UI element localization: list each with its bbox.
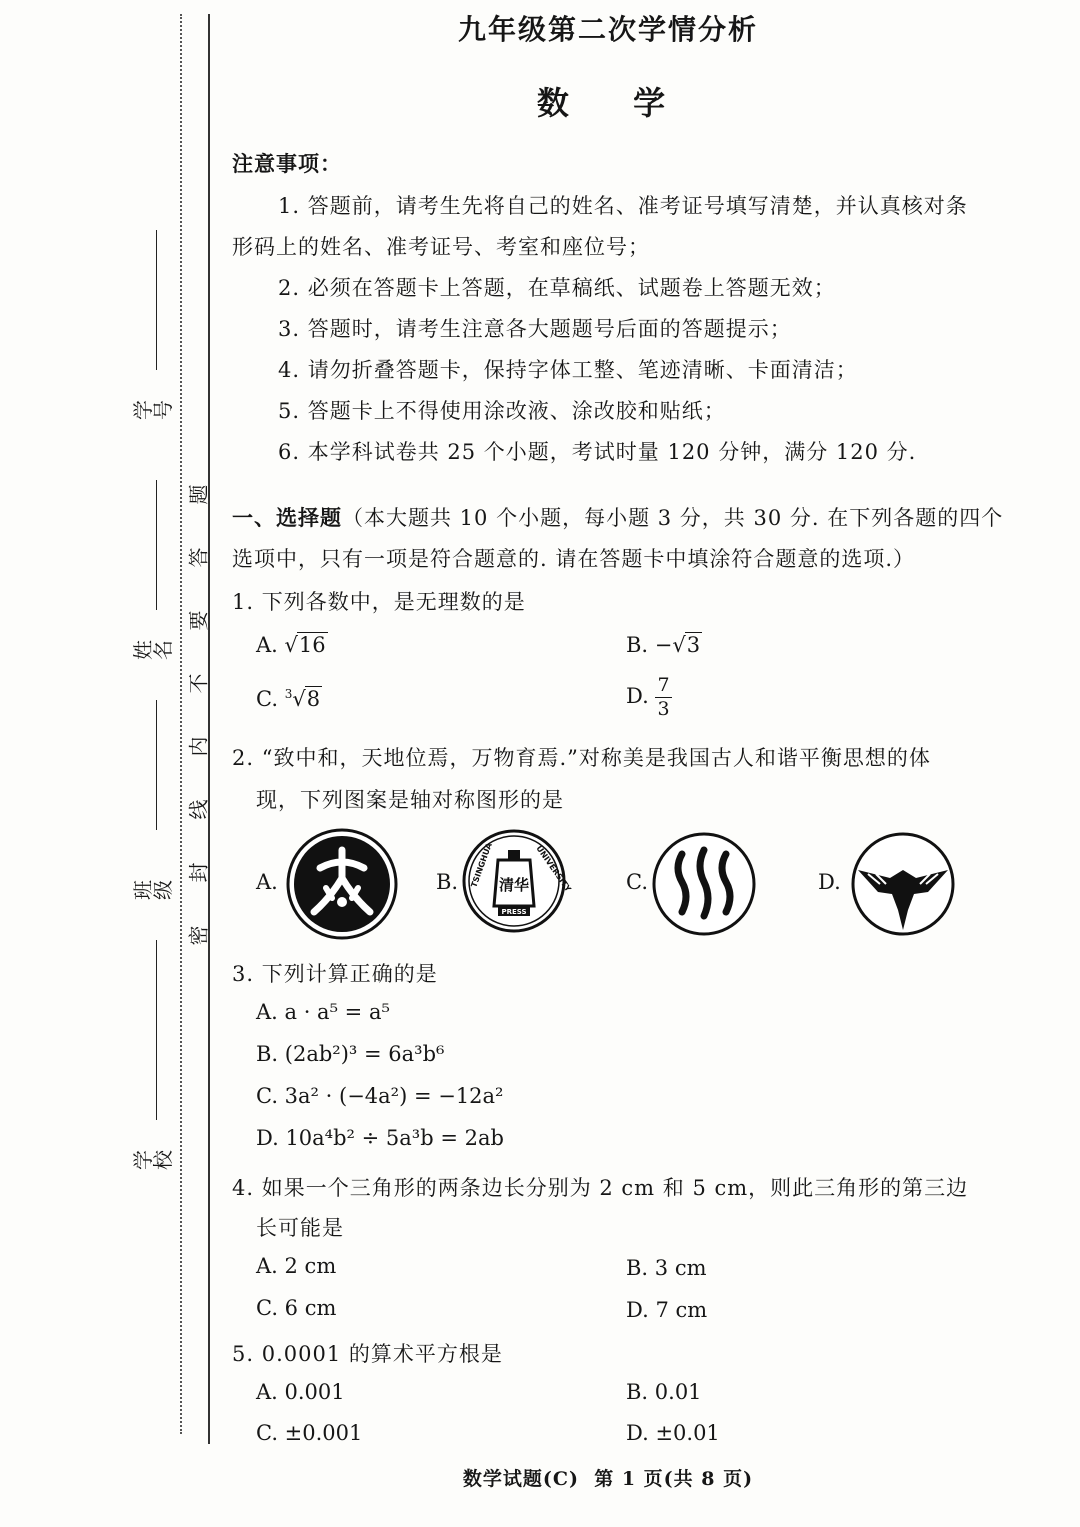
notice-item-1-cont: 形码上的姓名、准考证号、考室和座位号； — [232, 235, 650, 259]
wavy-lines-logo[interactable] — [652, 832, 756, 936]
section1-line2: 选项中，只有一项是符合题意的. 请在答题卡中填涂符合题意的选项.） — [232, 547, 916, 571]
q2-stem-line1: 2. “致中和，天地位焉，万物育焉.”对称美是我国古人和谐平衡思想的体 — [232, 746, 931, 770]
notice-item-2: 2. 必须在答题卡上答题，在草稿纸、试题卷上答题无效； — [278, 276, 836, 300]
q1-stem: 1. 下列各数中，是无理数的是 — [232, 590, 526, 614]
q3-option-b[interactable]: B. (2ab²)³ = 6a³b⁶ — [256, 1042, 445, 1066]
q4-stem-line1: 4. 如果一个三角形的两条边长分别为 2 cm 和 5 cm，则此三角形的第三边 — [232, 1176, 969, 1200]
notice-item-4: 4. 请勿折叠答题卡，保持字体工整、笔迹清晰、卡面清洁； — [278, 358, 858, 382]
student-id-label: 学 号 — [131, 400, 175, 420]
q3-stem: 3. 下列计算正确的是 — [232, 962, 438, 986]
q4-option-c[interactable]: C. 6 cm — [256, 1296, 337, 1320]
q2-option-a-label[interactable]: A. — [256, 870, 278, 894]
name-label: 姓 名 — [131, 640, 175, 660]
q3-option-c[interactable]: C. 3a² · (−4a²) = −12a² — [256, 1084, 504, 1108]
q2-option-b-label[interactable]: B. — [436, 870, 459, 894]
q1-option-d[interactable]: D. $\frac{7}{3}$ — [626, 674, 670, 720]
school-label: 学 校 — [131, 1150, 175, 1170]
notice-item-1: 1. 答题前，请考生先将自己的姓名、准考证号填写清楚，并认真核对条 — [278, 194, 968, 218]
school-blank[interactable] — [156, 940, 157, 1120]
q2-stem-line2: 现，下列图案是轴对称图形的是 — [256, 788, 564, 812]
q3-option-d[interactable]: D. 10a⁴b² ÷ 5a³b = 2ab — [256, 1126, 504, 1150]
q5-option-b[interactable]: B. 0.01 — [626, 1380, 702, 1404]
class-label: 班 级 — [131, 880, 175, 900]
q4-option-b[interactable]: B. 3 cm — [626, 1256, 707, 1280]
svg-text:清华: 清华 — [498, 876, 530, 894]
page-footer: 数学试题(C) 第 1 页(共 8 页) — [462, 1468, 754, 1490]
name-blank[interactable] — [156, 480, 157, 610]
q5-option-c[interactable]: C. ±0.001 — [256, 1421, 363, 1445]
exam-title: 九年级第二次学情分析 — [457, 13, 758, 46]
q5-option-d[interactable]: D. ±0.01 — [626, 1421, 720, 1445]
q1-option-b[interactable]: B. −√3 — [626, 633, 701, 657]
q2-option-c-label[interactable]: C. — [626, 870, 648, 894]
notice-item-5: 5. 答题卡上不得使用涂改液、涂改胶和贴纸； — [278, 399, 726, 423]
q3-option-a[interactable]: A. a · a⁵ = a⁵ — [256, 1000, 390, 1024]
student-id-blank[interactable] — [156, 230, 157, 370]
q4-option-d[interactable]: D. 7 cm — [626, 1298, 708, 1322]
q4-option-a[interactable]: A. 2 cm — [256, 1254, 337, 1278]
notice-item-6: 6. 本学科试卷共 25 个小题，考试时量 120 分钟，满分 120 分. — [278, 440, 917, 464]
q1-option-a[interactable]: A. √16 — [256, 633, 326, 657]
notice-heading: 注意事项： — [232, 151, 342, 176]
q2-option-d-label[interactable]: D. — [818, 870, 841, 894]
q4-stem-line2: 长可能是 — [256, 1216, 344, 1240]
seal-line-warning: 题 答 要 不 内 线 封 密 — [186, 484, 211, 946]
peking-university-logo[interactable] — [286, 828, 398, 940]
tsinghua-press-logo[interactable] — [462, 828, 573, 934]
section1-line1: 一、选择题（本大题共 10 个小题，每小题 3 分，共 30 分. 在下列各题的四个 — [232, 505, 1004, 530]
svg-text:TSINGHUA: TSINGHUA — [469, 841, 494, 889]
q1-option-c[interactable]: C. $^3$√8 — [256, 687, 321, 711]
binding-dotted-line — [180, 14, 182, 1434]
q5-stem: 5. 0.0001 的算术平方根是 — [232, 1342, 503, 1366]
q5-option-a[interactable]: A. 0.001 — [256, 1380, 345, 1404]
subject-title: 数 学 — [536, 84, 680, 122]
eagle-logo[interactable] — [850, 832, 956, 936]
svg-text:PRESS: PRESS — [501, 908, 527, 916]
svg-text:UNIVERSITY: UNIVERSITY — [534, 843, 573, 894]
notice-item-3: 3. 答题时，请考生注意各大题题号后面的答题提示； — [278, 317, 792, 341]
class-blank[interactable] — [156, 700, 157, 830]
